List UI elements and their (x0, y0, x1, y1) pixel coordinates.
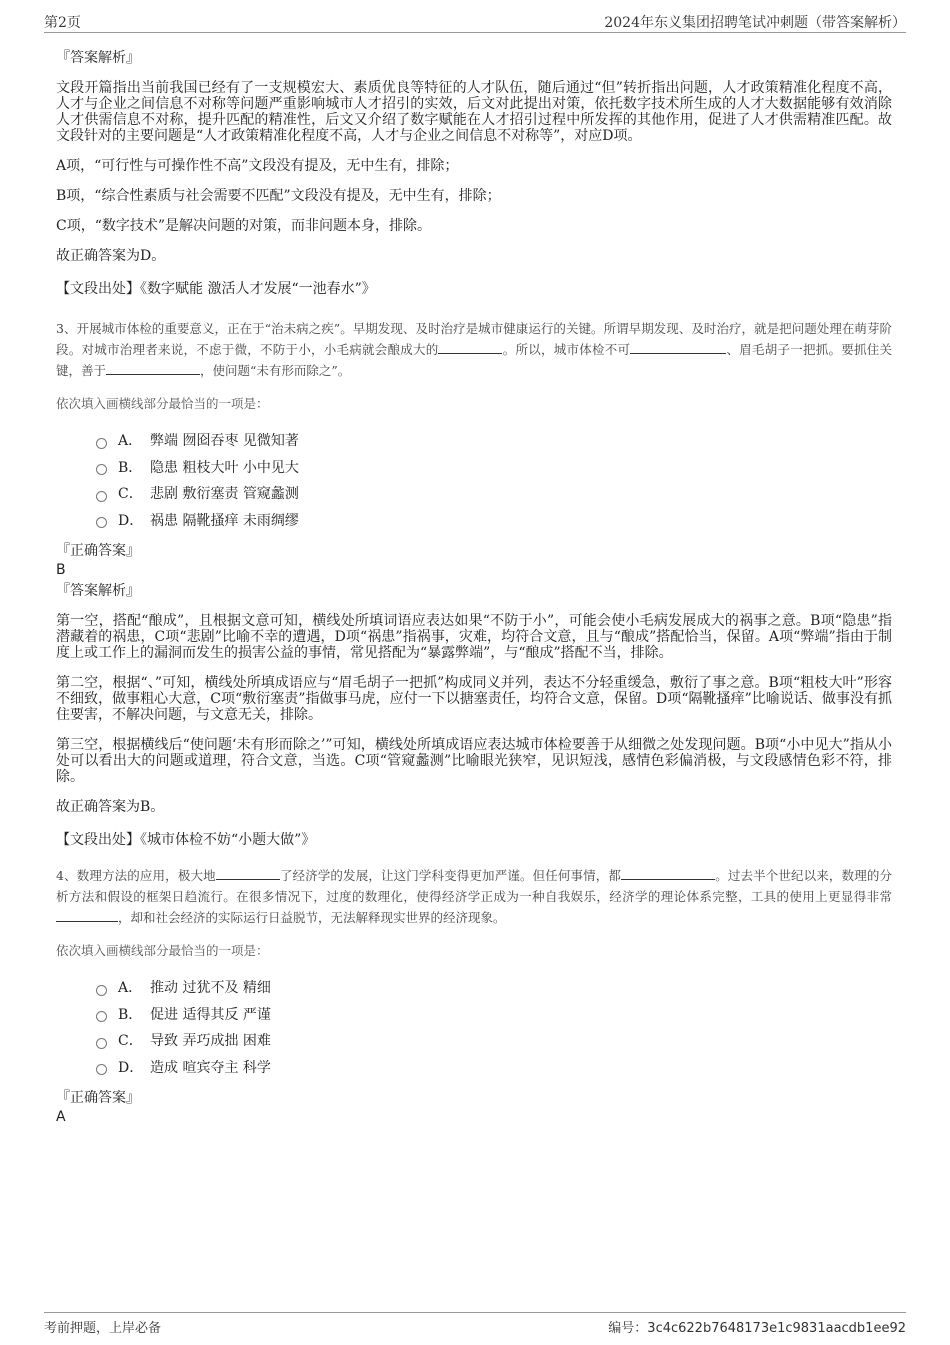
footer-slogan: 考前押题，上岸必备 (44, 1321, 162, 1336)
analysis-label: 『答案解析』 (56, 50, 140, 66)
radio-button[interactable] (96, 1038, 107, 1049)
option-c[interactable]: C． 导致 弄巧成拙 困难 (96, 1027, 892, 1054)
fill-blank (438, 341, 502, 354)
option-list (96, 974, 892, 1080)
answer-label: 『正确答案』 (56, 1090, 140, 1106)
radio-button[interactable] (96, 985, 107, 996)
fill-blank (106, 362, 200, 375)
radio-button[interactable] (96, 517, 107, 528)
page-footer (44, 1312, 906, 1337)
question-3-text: 3、开展城市体检的重要意义，正在于“治未病之疾”。早期发现、及时治疗是城市健康运行的关键。所谓早期发现、及时治疗，就是把问题处理在萌芽阶段。对城市治理者来说，不虑于微，不防于小，小毛病就会酿成大的 。所以，城市体检不可 、眉毛胡子一把抓。要抓住关键，善于 ，使问题“未有形而除之”。 (56, 321, 892, 378)
analysis-paragraph: 故正确答案为B。 (56, 799, 165, 815)
analysis-label: 『答案解析』 (56, 583, 140, 599)
correct-answer: A (56, 1109, 66, 1125)
radio-button[interactable] (96, 491, 107, 502)
page-header (44, 12, 906, 33)
analysis-paragraph: 故正确答案为D。 (56, 248, 166, 264)
analysis-paragraph: B项，“综合性素质与社会需要不匹配”文段没有提及，无中生有，排除； (56, 188, 501, 204)
option-list (96, 427, 892, 533)
analysis-paragraph: 第三空，根据横线后“使问题‘未有形而除之’”可知，横线处所填成语应表达城市体检要善于从细微之处发现问题。B项“小中见大”指从小处可以看出大的问题或道理，符合文意，当选。C项“管窥蠡测”比喻眼光狭窄，见识短浅，感情色彩偏消极，与文段感情色彩不符，排除。 (56, 737, 892, 785)
analysis-paragraph: 第二空，根据“、”可知，横线处所填成语应与“眉毛胡子一把抓”构成同义并列，表达不分轻重缓急，敷衍了事之意。B项“粗枝大叶”形容不细致，做事粗心大意，C项“敷衍塞责”指做事马虎，应付一下以搪塞责任，均符合文意，保留。D项“隔靴搔痒”比喻说话、做事没有抓住要害，不解决问题，与文意无关，排除。 (56, 675, 892, 723)
document-code: 编号：3c4c622b7648173e1c9831aacdb1ee92 (608, 1321, 906, 1336)
radio-button[interactable] (96, 1064, 107, 1075)
fill-blank (216, 867, 280, 880)
page-number: 第2页 (44, 15, 81, 31)
text-source: 【文段出处】《城市体检不妨“小题大做”》 (56, 832, 316, 848)
document-body (56, 46, 892, 1126)
fill-blank (621, 867, 715, 880)
fill-blank (630, 341, 726, 354)
correct-answer: B (56, 562, 66, 578)
option-b[interactable]: B． 隐患 粗枝大叶 小中见大 (96, 454, 892, 481)
option-d[interactable]: D． 造成 喧宾夺主 科学 (96, 1054, 892, 1081)
question-prompt: 依次填入画横线部分最恰当的一项是： (56, 943, 269, 958)
question-4-text: 4、数理方法的应用，极大地 了经济学的发展，让这门学科变得更加严谨。但任何事情，都 。过去半个世纪以来，数理的分析方法和假设的框架日趋流行。在很多情况下，过度的数理化，使得经济学正成为一种自我娱乐，经济学的理论体系完整，工具的使用上更显得非常，却和社会经济的实际运行日益脱节，无法解释现实世界的经济现象。 (56, 868, 892, 925)
option-a[interactable]: A． 弊端 囫囵吞枣 见微知著 (96, 427, 892, 454)
analysis-paragraph: A项，“可行性与可操作性不高”文段没有提及，无中生有，排除； (56, 158, 459, 174)
fill-blank (56, 909, 118, 922)
answer-label: 『正确答案』 (56, 543, 140, 559)
analysis-paragraph: 文段开篇指出当前我国已经有了一支规模宏大、素质优良等特征的人才队伍，随后通过“但”转折指出问题，人才政策精准化程度不高，人才与企业之间信息不对称等问题严重影响城市人才招引的实效，后文对此提出对策，依托数字技术所生成的人才大数据能够有效消除人才供需信息不对称，提升匹配的精准性，后文又介绍了数字赋能在人才招引过程中所发挥的其他作用，促进了人才供需精准匹配。故文段针对的主要问题是“人才政策精准化程度不高，人才与企业之间信息不对称等”，对应D项。 (56, 80, 892, 144)
radio-button[interactable] (96, 464, 107, 475)
option-c[interactable]: C． 悲剧 敷衍塞责 管窥蠡测 (96, 480, 892, 507)
analysis-paragraph: 第一空，搭配“酿成”，且根据文意可知，横线处所填词语应表达如果“不防于小”，可能会使小毛病发展成大的祸事之意。B项“隐患”指潜藏着的祸患，C项“悲剧”比喻不幸的遭遇，D项“祸患”指祸事，灾难，均符合文意，且与“酿成”搭配恰当，保留。A项“弊端”指由于制度上或工作上的漏洞而发生的损害公益的事情，常见搭配为“暴露弊端”，与“酿成”搭配不当，排除。 (56, 613, 892, 661)
radio-button[interactable] (96, 438, 107, 449)
analysis-paragraph: C项，“数字技术”是解决问题的对策，而非问题本身，排除。 (56, 218, 432, 234)
text-source: 【文段出处】《数字赋能 激活人才发展“一池春水”》 (56, 281, 376, 297)
question-prompt: 依次填入画横线部分最恰当的一项是： (56, 396, 269, 411)
radio-button[interactable] (96, 1011, 107, 1022)
document-title: 2024年东义集团招聘笔试冲刺题（带答案解析） (604, 15, 906, 31)
option-d[interactable]: D． 祸患 隔靴搔痒 未雨绸缪 (96, 507, 892, 534)
option-a[interactable]: A． 推动 过犹不及 精细 (96, 974, 892, 1001)
option-b[interactable]: B． 促进 适得其反 严谨 (96, 1001, 892, 1028)
